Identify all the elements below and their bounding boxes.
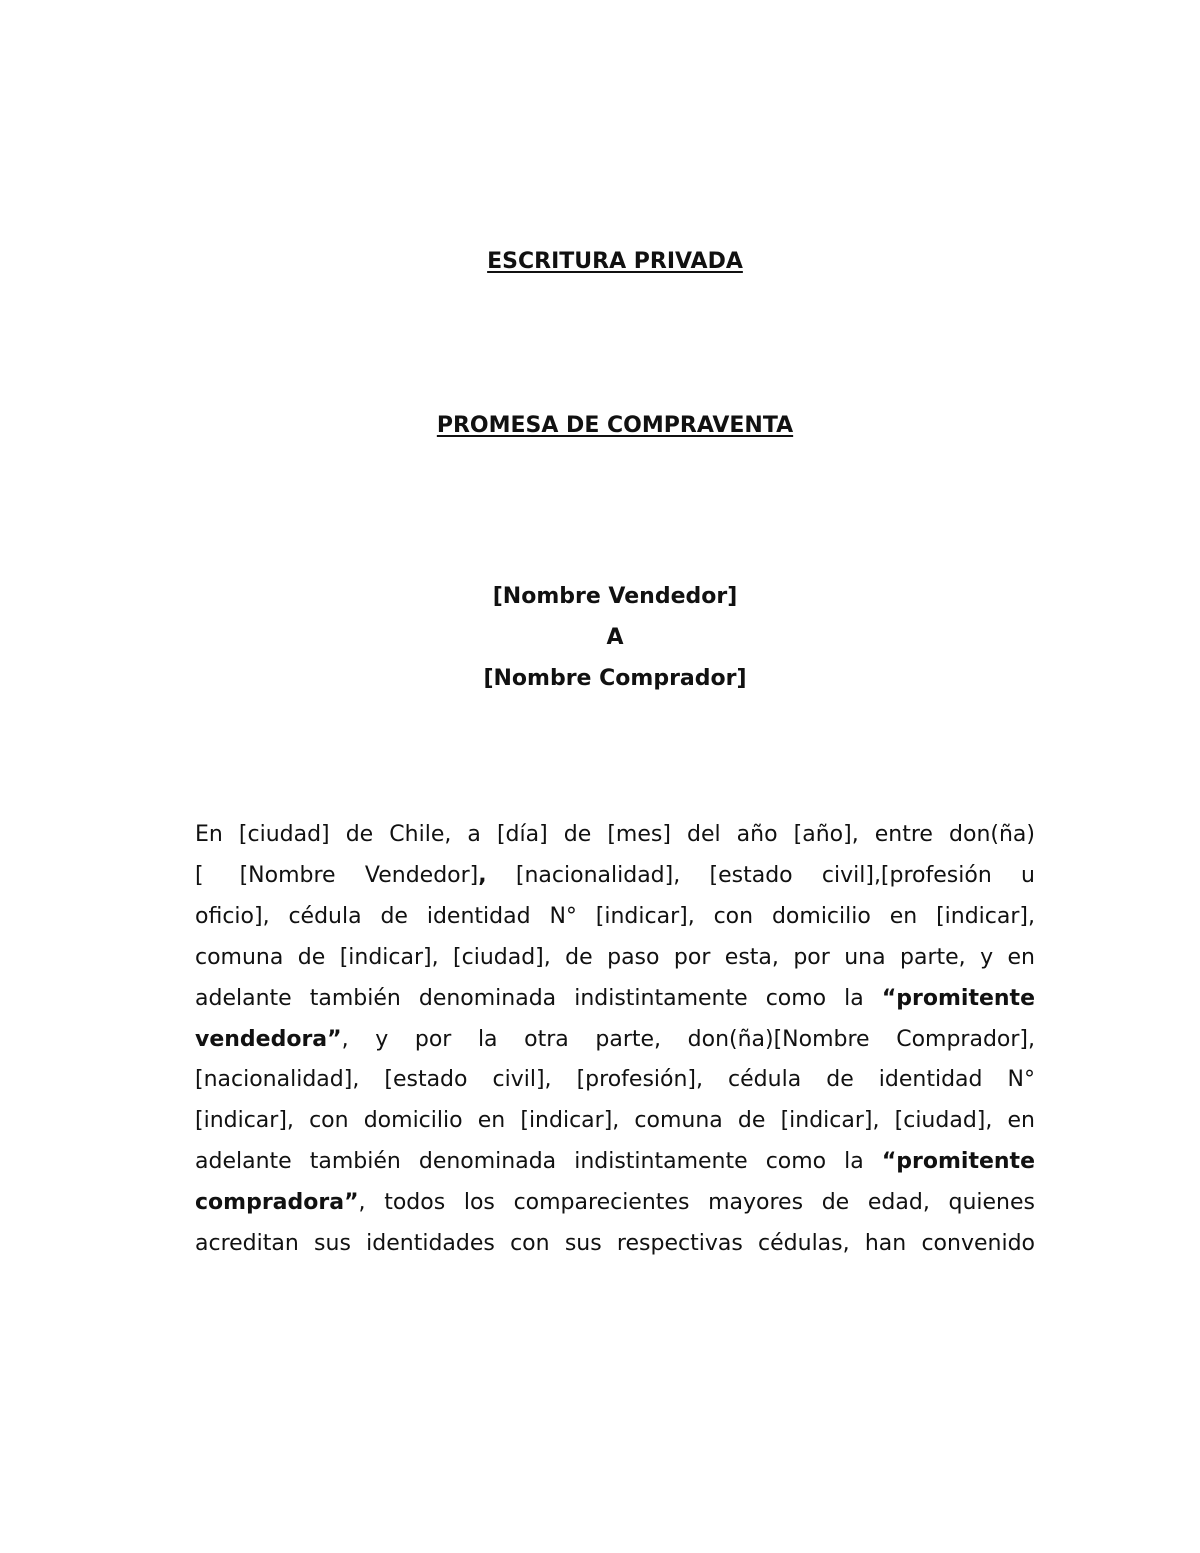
text-run: oficio], cédula de identidad N° [indicar], con domicilio en [indicar], (195, 903, 1035, 929)
paragraph-line (195, 938, 1035, 979)
document-subtitle: PROMESA DE COMPRAVENTA (436, 413, 794, 438)
text-run: adelante también denominada indistintamente como la (195, 985, 882, 1011)
bold-comma: , (478, 862, 487, 888)
bold-term: “promitente (881, 1149, 1035, 1175)
paragraph-line (195, 1060, 1035, 1101)
bold-term: compradora” (195, 1190, 359, 1216)
text-run: [ (195, 862, 204, 888)
text-run: , y por la otra parte, don(ña)[Nombre Comprador], (341, 1026, 1035, 1052)
paragraph-line (195, 1224, 1035, 1265)
text-run: [nacionalidad], [estado civil],[profesión u (486, 862, 1035, 888)
text-run: En [ciudad] de Chile, a [día] de [mes] del año [año], entre don(ña) (195, 822, 1035, 847)
paragraph-line (195, 1142, 1035, 1183)
text-run: , todos los comparecientes mayores de edad, quienes (358, 1190, 1035, 1216)
text-run: comuna de [indicar], [ciudad], de paso por esta, por una parte, y en (195, 944, 1035, 970)
body-paragraph (195, 815, 1035, 1265)
bold-term: vendedora” (195, 1026, 342, 1052)
paragraph-line (195, 1020, 1035, 1061)
text-run: [Nombre Vendedor] (239, 862, 479, 888)
parties-connector: A (606, 625, 624, 650)
paragraph-line (195, 856, 1035, 897)
text-run: [indicar], con domicilio en [indicar], comuna de [indicar], [ciudad], en (195, 1108, 1035, 1134)
text-run: acreditan sus identidades con sus respectivas cédulas, han convenido (195, 1231, 1035, 1257)
paragraph-line (195, 1183, 1035, 1224)
document-title: ESCRITURA PRIVADA (487, 249, 743, 274)
seller-name: [Nombre Vendedor] (492, 584, 738, 609)
paragraph-line (195, 897, 1035, 938)
paragraph-line (195, 1101, 1035, 1142)
paragraph-line (195, 815, 1035, 856)
bold-term: “promitente (881, 985, 1035, 1011)
text-run: adelante también denominada indistintamente como la (195, 1149, 882, 1175)
paragraph-line (195, 979, 1035, 1020)
buyer-name: [Nombre Comprador] (483, 666, 747, 691)
parties-block (0, 576, 1200, 699)
text-run: [nacionalidad], [estado civil], [profesión], cédula de identidad N° (195, 1067, 1035, 1093)
